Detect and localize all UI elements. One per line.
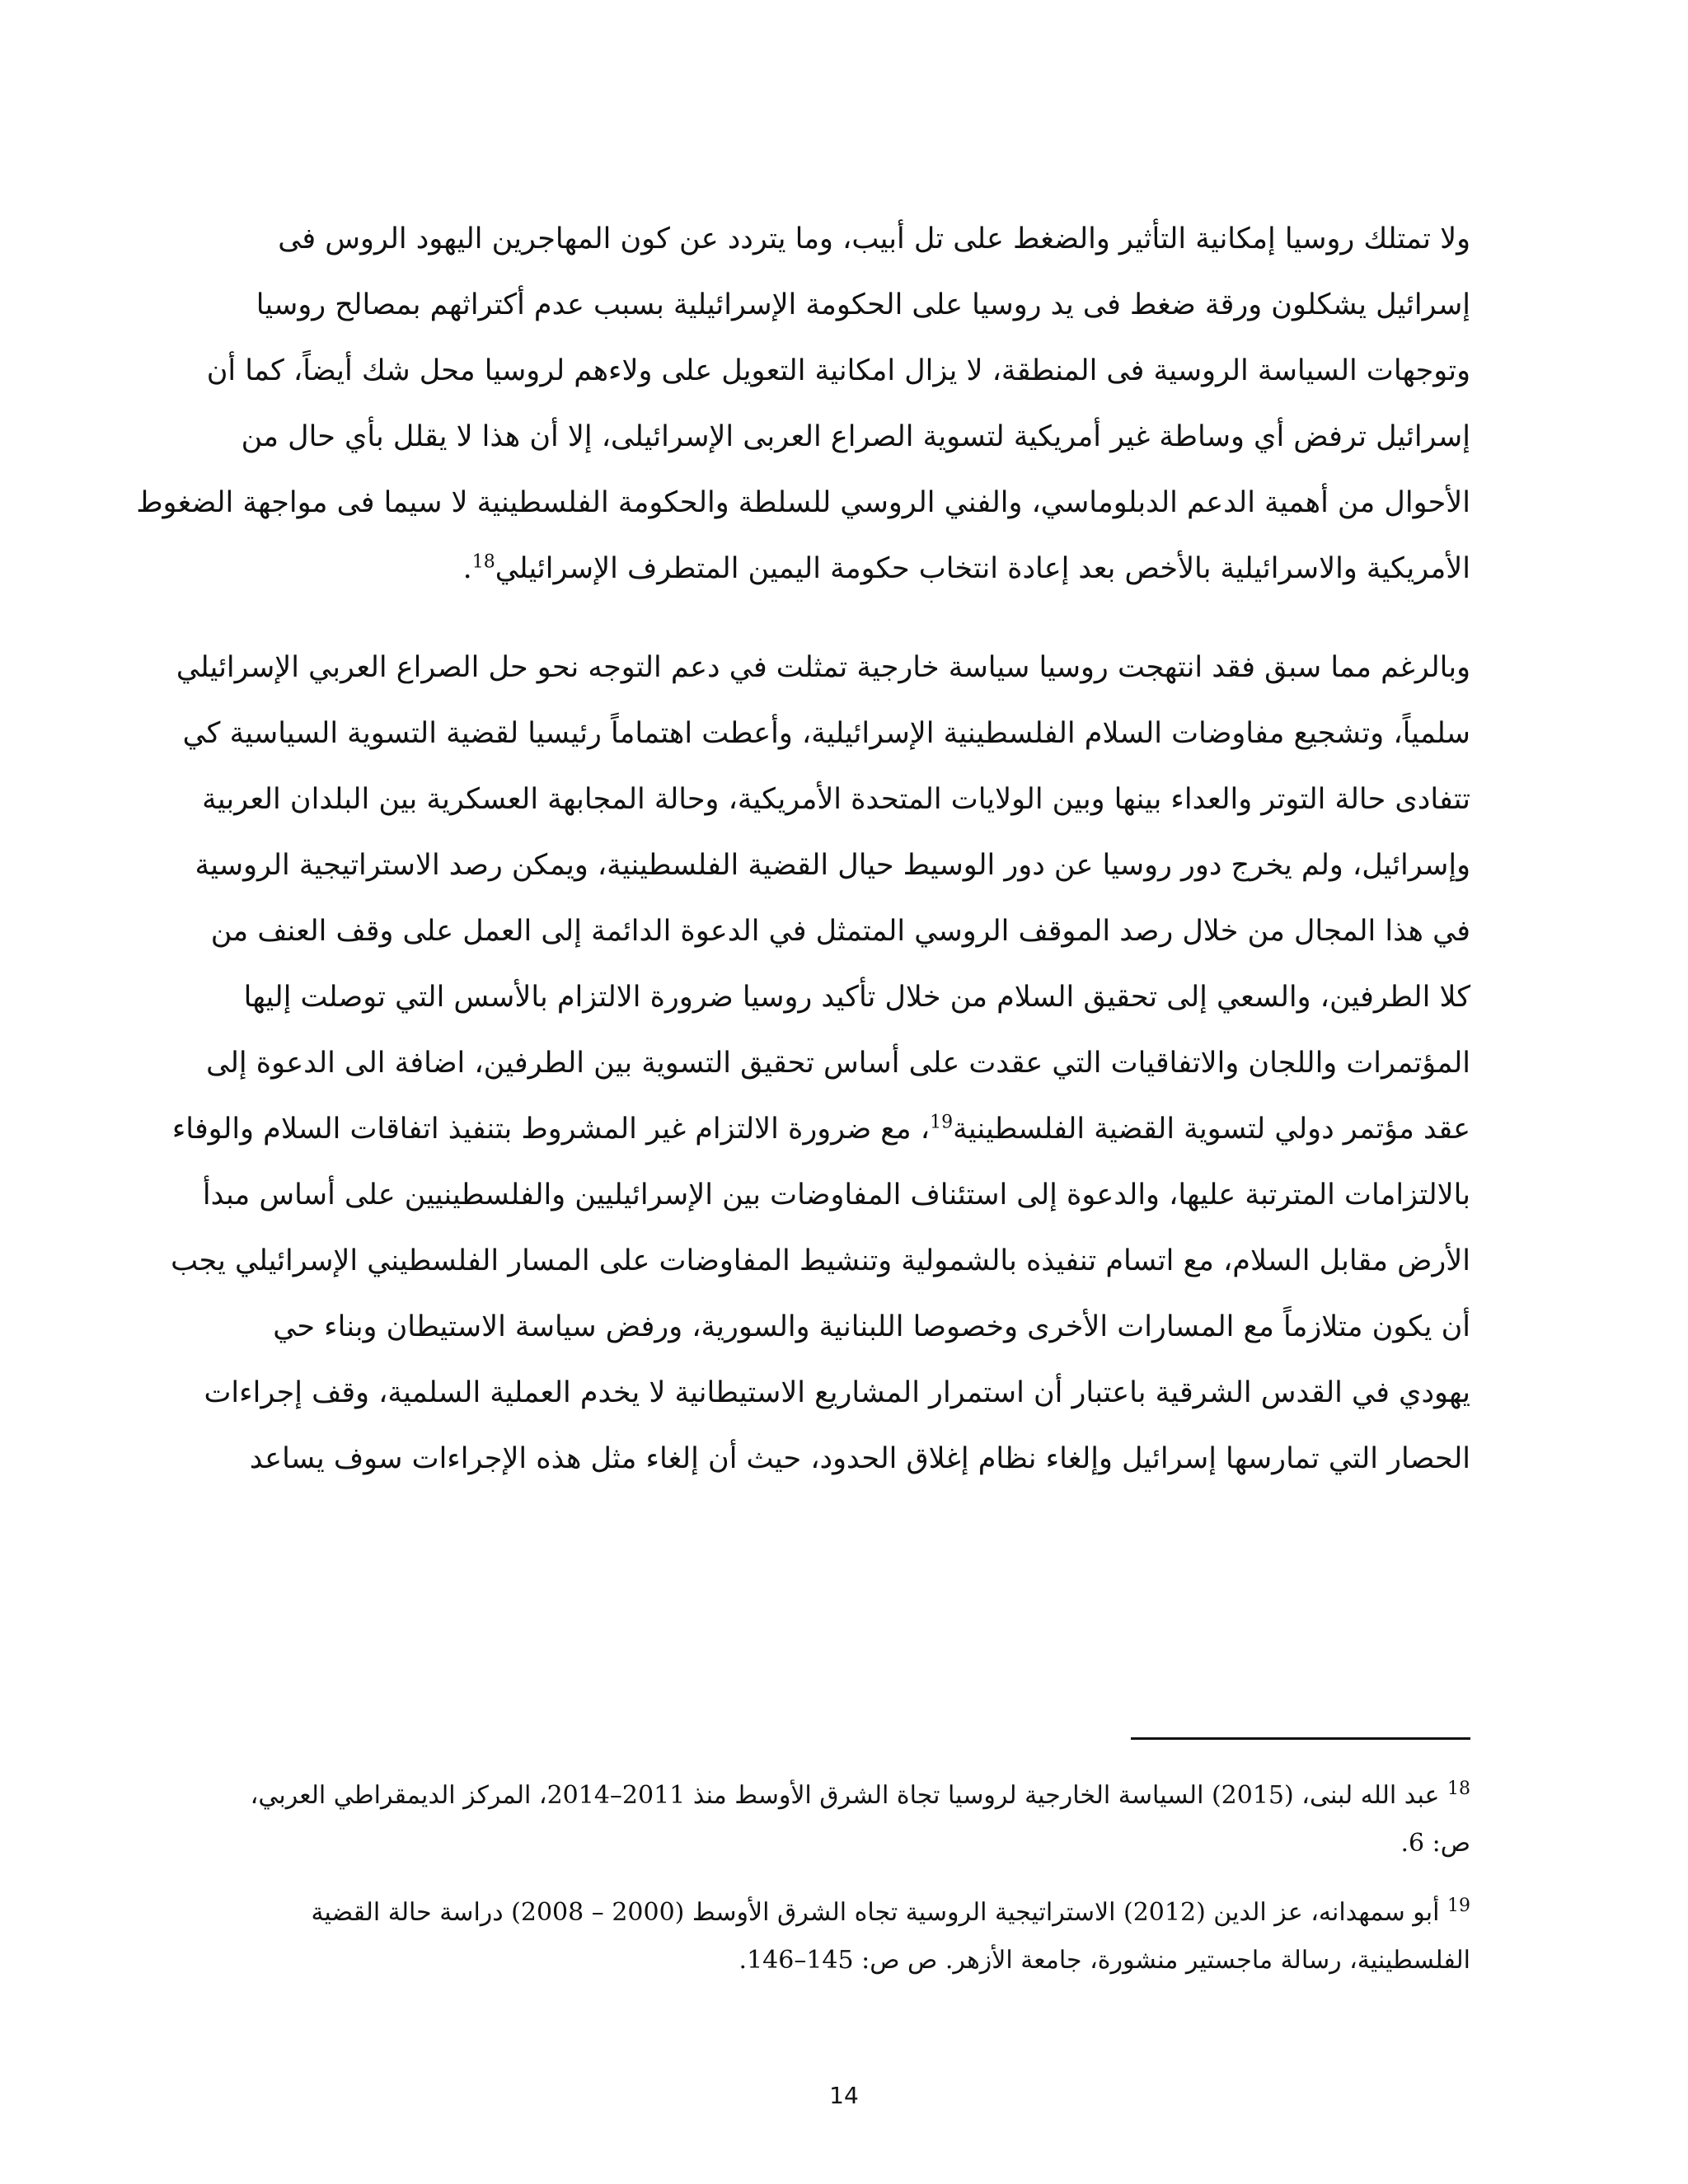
footnote-line [208, 1889, 1470, 1937]
paragraph-1 [136, 206, 1470, 602]
text-line [208, 536, 1470, 602]
text-line: أن يكون متلازماً مع المسارات الأخرى وخصوصا اللبنانية والسورية، ورفض سياسة الاستيطان وبناء حي [273, 1310, 1470, 1343]
text-line: كلا الطرفين، والسعي إلى تحقيق السلام من خلال تأكيد روسيا ضرورة الالتزام بالأسس التي توصلت إليها [243, 981, 1470, 1014]
footnote-18 [208, 1772, 1470, 1868]
footnote-line: ص: 6. [1400, 1829, 1470, 1858]
text-line: الأرض مقابل السلام، مع اتسام تنفيذه بالشمولية وتنشيط المفاوضات على المسار الفلسطيني الإسرائيلي يجب [171, 1244, 1470, 1277]
text-line: إسرائيل ترفض أي وساطة غير أمريكية لتسوية الصراع العربى الإسرائيلى، إلا أن هذا لا يقلل بأي حال من [241, 420, 1470, 453]
text-line: وتوجهات السياسة الروسية فى المنطقة، لا يزال امكانية التعويل على ولاءهم لروسيا محل شك أيضاً، كما أن [206, 354, 1470, 387]
text-line: تتفادى حالة التوتر والعداء بينها وبين الولايات المتحدة الأمريكية، وحالة المجابهة العسكرية بين البلدان العربية [202, 783, 1470, 816]
footnote-text: أبو سمهدانه، عز الدين (2012) الاستراتيجية الروسية تجاه الشرق الأوسط (2000 – 2008) دراسة حالة القضية [311, 1898, 1447, 1927]
text-line: إسرائيل يشكلون ورقة ضغط فى يد روسيا على الحكومة الإسرائيلية بسبب عدم أكتراثهم بمصالح روسيا [256, 288, 1470, 321]
text-line: الأحوال من أهمية الدعم الدبلوماسي، والفني الروسي للسلطة والحكومة الفلسطينية لا سيما فى مواجهة الضغوط [136, 486, 1470, 519]
paragraph-2 [171, 635, 1470, 1492]
footnote-line: الفلسطينية، رسالة ماجستير منشورة، جامعة الأزهر. ص ص: 145–146. [738, 1946, 1470, 1975]
footnote-ref-18[interactable]: 18 [471, 551, 495, 573]
text-line: ولا تمتلك روسيا إمكانية التأثير والضغط على تل أبيب، وما يتردد عن كون المهاجرين اليهود الروس فى [278, 223, 1470, 255]
text-segment: . [462, 552, 472, 585]
page-number: 14 [829, 2082, 859, 2109]
footnote-text: عبد الله لبنى، (2015) السياسة الخارجية لروسيا تجاة الشرق الأوسط منذ 2011–2014، المركز الديمقراطي العربي، [250, 1781, 1447, 1810]
footnote-line [208, 1772, 1470, 1820]
text-line: وإسرائيل، ولم يخرج دور روسيا عن دور الوسيط حيال القضية الفلسطينية، ويمكن رصد الاستراتيجية الروسية [195, 849, 1470, 882]
footnote-number: 18 [1447, 1779, 1470, 1799]
text-segment: ، مع ضرورة الالتزام غير المشروط بتنفيذ اتفاقات السلام والوفاء [171, 1113, 931, 1146]
text-line: المؤتمرات واللجان والاتفاقيات التي عقدت على أساس تحقيق التسوية بين الطرفين، اضافة الى الدعوة إلى [206, 1047, 1470, 1080]
text-line: في هذا المجال من خلال رصد الموقف الروسي المتمثل في الدعوة الدائمة إلى العمل على وقف العنف من [210, 915, 1470, 948]
text-line: الحصار التي تمارسها إسرائيل وإلغاء نظام إغلاق الحدود، حيث أن إلغاء مثل هذه الإجراءات سوف يساعد [249, 1442, 1470, 1475]
footnote-separator [1131, 1737, 1470, 1740]
text-line: بالالتزامات المترتبة عليها، والدعوة إلى استئناف المفاوضات بين الإسرائيليين والفلسطينيين على أساس مبدأ [202, 1179, 1470, 1212]
text-segment: عقد مؤتمر دولي لتسوية القضية الفلسطينية [953, 1113, 1470, 1146]
footnote-19 [208, 1889, 1470, 1985]
footnote-number: 19 [1447, 1896, 1470, 1916]
text-segment: الأمريكية والاسرائيلية بالأخص بعد إعادة انتخاب حكومة اليمين المتطرف الإسرائيلي [495, 552, 1470, 585]
text-line: وبالرغم مما سبق فقد انتهجت روسيا سياسة خارجية تمثلت في دعم التوجه نحو حل الصراع العربي الإسرائيلي [176, 651, 1470, 684]
text-line: سلمياً، وتشجيع مفاوضات السلام الفلسطينية الإسرائيلية، وأعطت اهتماماً رئيسيا لقضية التسوية السياسية كي [182, 717, 1470, 750]
text-line [171, 1096, 1470, 1162]
footnote-ref-19[interactable]: 19 [930, 1112, 954, 1133]
text-line: يهودي في القدس الشرقية باعتبار أن استمرار المشاريع الاستيطانية لا يخدم العملية السلمية، وقف إجراءات [204, 1376, 1470, 1409]
